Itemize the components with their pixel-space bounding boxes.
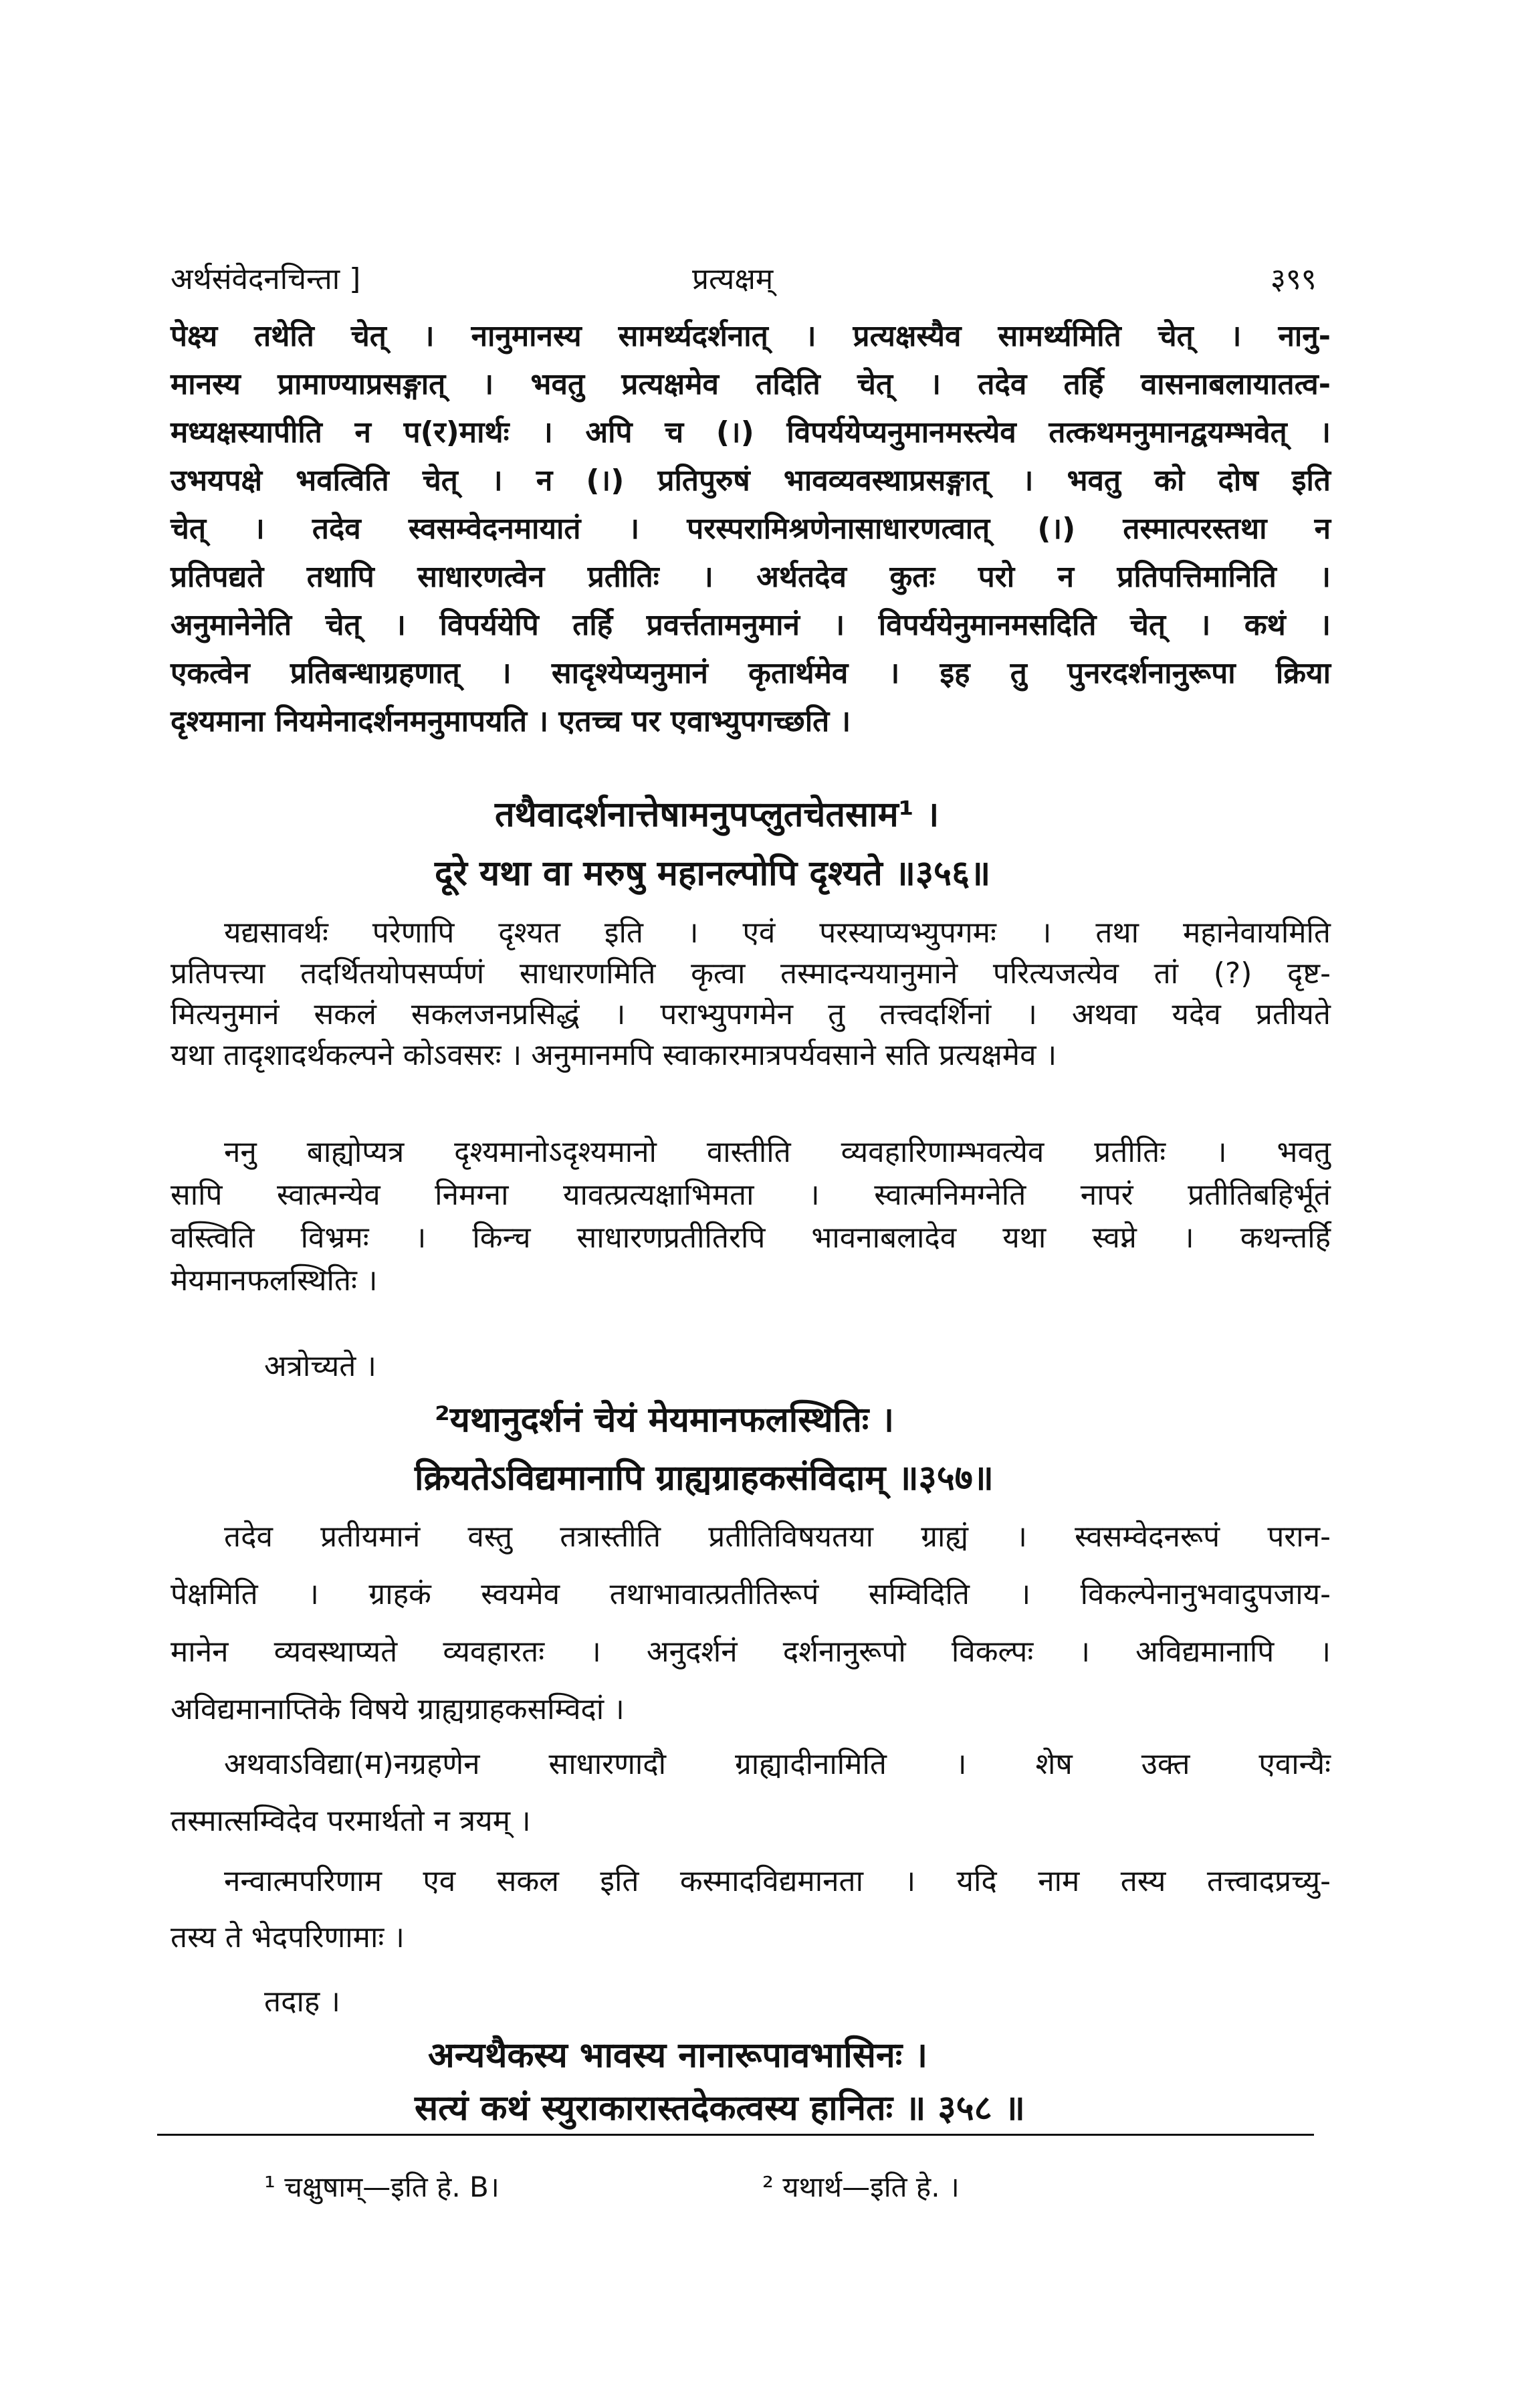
para2-line: प्रतिपत्त्या तदर्थितयोपसर्प्पणं साधारणमिति कृत्वा तस्मादन्ययानुमाने परित्यजत्येव तां (?) दृष्ट- xyxy=(171,957,1331,991)
intro2: अत्रोच्यते । xyxy=(264,1349,376,1383)
para1-line: मध्यक्षस्यापीति न प(र)मार्थः । अपि च (।) विपर्ययेप्यनुमानमस्त्येव तत्कथमनुमानद्वयम्भवेत् । xyxy=(171,415,1331,449)
para6-line: नन्वात्मपरिणाम एव सकल इति कस्मादविद्यमानता । यदि नाम तस्य तत्त्वादप्रच्यु- xyxy=(224,1864,1331,1898)
running-header-center: प्रत्यक्षम् xyxy=(692,262,774,296)
verse3-line: अन्यथैकस्य भावस्य नानारूपावभासिनः । xyxy=(428,2035,928,2076)
footnote-1: ¹ चक्षुषाम्—इति हे. B। xyxy=(264,2171,500,2203)
para3-line: मेयमानफलस्थितिः । xyxy=(171,1264,378,1298)
verse2-line: ²यथानुदर्शनं चेयं मेयमानफलस्थितिः । xyxy=(435,1400,895,1440)
footnote-2: ² यथार्थ—इति हे. । xyxy=(762,2171,960,2203)
para2-line: यद्यसावर्थः परेणापि दृश्यत इति । एवं परस्याप्यभ्युपगमः । तथा महानेवायमिति xyxy=(224,916,1331,950)
para1-line: मानस्य प्रामाण्याप्रसङ्गात् । भवतु प्रत्यक्षमेव तदिति चेत् । तदेव तर्हि वासनाबलायातत्व- xyxy=(171,367,1331,401)
para1-line: पेक्ष्य तथेति चेत् । नानुमानस्य सामर्थ्यदर्शनात् । प्रत्यक्षस्यैव सामर्थ्यमिति चेत् । नानु- xyxy=(171,319,1331,353)
para1-line: चेत् । तदेव स्वसम्वेदनमायातं । परस्परामिश्रणेनासाधारणत्वात् (।) तस्मात्परस्तथा न xyxy=(171,512,1331,546)
para3-line: सापि स्वात्मन्येव निमग्ना यावत्प्रत्यक्षाभिमता । स्वात्मनिमग्नेति नापरं प्रतीतिबहिर्भूतं xyxy=(171,1178,1331,1212)
page-number: ३९९ xyxy=(1271,262,1317,296)
para5-line: अथवाऽविद्या(म)नग्रहणेन साधारणादौ ग्राह्यादीनामिति । शेष उक्त एवान्यैः xyxy=(224,1747,1331,1781)
intro3: तदाह । xyxy=(264,1985,340,2019)
para4-line: अविद्यमानाप्तिके विषये ग्राह्यग्राहकसम्विदां । xyxy=(171,1692,625,1726)
para2-line: यथा तादृशादर्थकल्पने कोऽवसरः । अनुमानमपि स्वाकारमात्रपर्यवसाने सति प्रत्यक्षमेव । xyxy=(171,1038,1057,1072)
footnote-divider xyxy=(157,2134,1314,2136)
para1-line: अनुमानेनेति चेत् । विपर्ययेपि तर्हि प्रवर्त्ततामनुमानं । विपर्ययेनुमानमसदिति चेत् । कथं । xyxy=(171,608,1331,642)
para1-line: प्रतिपद्यते तथापि साधारणत्वेन प्रतीतिः । अर्थतदेव कुतः परो न प्रतिपत्तिमानिति । xyxy=(171,560,1331,594)
para4-line: पेक्षमिति । ग्राहकं स्वयमेव तथाभावात्प्रतीतिरूपं सम्विदिति । विकल्पेनानुभवादुपजाय- xyxy=(171,1577,1331,1611)
verse2-line: क्रियतेऽविद्यमानापि ग्राह्यग्राहकसंविदाम् ॥३५७॥ xyxy=(415,1458,994,1498)
para4-line: तदेव प्रतीयमानं वस्तु तत्रास्तीति प्रतीतिविषयतया ग्राह्यं । स्वसम्वेदनरूपं परान- xyxy=(224,1520,1331,1554)
verse1-line: तथैवादर्शनात्तेषामनुपप्लुतचेतसाम¹ । xyxy=(495,795,940,835)
para1-line: एकत्वेन प्रतिबन्धाग्रहणात् । सादृश्येप्यनुमानं कृतार्थमेव । इह तु पुनरदर्शनानुरूपा क्रिया xyxy=(171,656,1331,690)
running-header-left: अर्थसंवेदनचिन्ता ] xyxy=(171,262,361,296)
para3-line: ननु बाह्योप्यत्र दृश्यमानोऽदृश्यमानो वास्तीति व्यवहारिणाम्भवत्येव प्रतीतिः । भवतु xyxy=(224,1135,1331,1169)
para6-line: तस्य ते भेदपरिणामाः । xyxy=(171,1920,405,1954)
para5-line: तस्मात्सम्विदेव परमार्थतो न त्रयम् । xyxy=(171,1804,531,1838)
verse1-line: दूरे यथा वा मरुषु महानल्पोपि दृश्यते ॥३५६॥ xyxy=(435,854,991,894)
verse3-line: सत्यं कथं स्युराकारास्तदेकत्वस्य हानितः ॥ ३५८ ॥ xyxy=(415,2088,1025,2128)
para1-line: उभयपक्षे भवत्विति चेत् । न (।) प्रतिपुरुषं भावव्यवस्थाप्रसङ्गात् । भवतु को दोष इति xyxy=(171,464,1331,498)
para1-line: दृश्यमाना नियमेनादर्शनमनुमापयति । एतच्च पर एवाभ्युपगच्छति । xyxy=(171,704,851,738)
para3-line: वस्त्विति विभ्रमः । किन्च साधारणप्रतीतिरपि भावनाबलादेव यथा स्वप्ने । कथन्तर्हि xyxy=(171,1221,1331,1255)
para2-line: मित्यनुमानं सकलं सकलजनप्रसिद्धं । पराभ्युपगमेन तु तत्त्वदर्शिनां । अथवा यदेव प्रतीयते xyxy=(171,997,1331,1031)
para4-line: मानेन व्यवस्थाप्यते व्यवहारतः । अनुदर्शनं दर्शनानुरूपो विकल्पः । अविद्यमानापि । xyxy=(171,1635,1331,1669)
